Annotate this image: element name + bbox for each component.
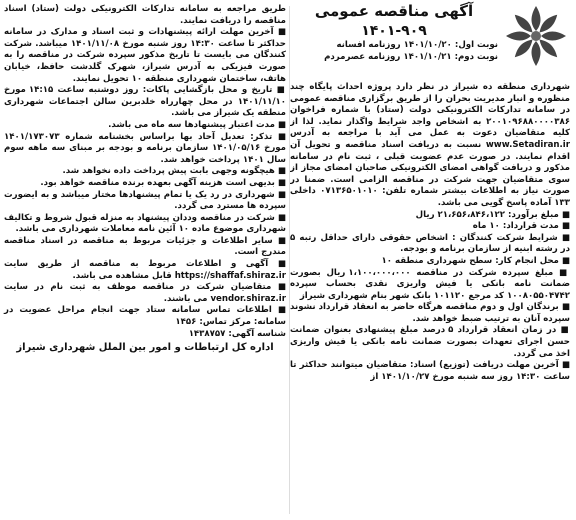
column-divider bbox=[289, 6, 290, 514]
left-item: ■ آگهی و اطلاعات مربوط به مناقصه از طریق سایت https://shaffaf.shiraz.ir قابل مشاهده می باشد. bbox=[4, 259, 286, 281]
left-item: ■ تاریخ و محل بازگشایی پاکات: روز دوشنبه ساعت ۱۴:۱۵ مورخ ۱۴۰۱/۱۱/۱۰ در محل چهارراه خلدبرین سالن اجتماعات شهرداری منطقه یک شیراز می باشد. bbox=[4, 85, 286, 119]
right-item: ■ مدت قرارداد: ۱۰ ماه bbox=[472, 221, 570, 232]
left-item: طریق مراجعه به سامانه تدارکات الکترونیکی دولت (ستاد) اسناد مناقصه را دریافت نمایند. bbox=[4, 4, 286, 26]
left-item: ■ هیچگونه وجهی بابت پیش پرداخت داده نخواهد شد. bbox=[62, 166, 286, 177]
header bbox=[290, 0, 570, 82]
intro-paragraph: شهرداری منطقه ده شیراز در نظر دارد پروژه احداث پایگاه چند منظوره و انبار مدیریت بحران را از طریق برگزاری مناقصه عمومی در سامانه تدارکات الکترونیکی دولت (ستاد) با شماره فراخوان ۲۰۰۱۰۹۶۸۸۰۰۰۰۳۸۶ به اشخاص واجد شرایط واگذار نماید. لذا از کلیه متقاضیان دعوت به عمل می آید با مراجعه به آدرس www.Setadiran.ir نسبت به دریافت اسناد مناقصه و تحویل آن اقدام نمایند. در صورت عدم عضویت قبلی ، ثبت نام در سامانه مذکور و دریافت گواهی امضای الکترونیکی صاحبان امضای مجاز از سوی متقاضیان جهت شرکت در مناقصه الزامی است. ضمنا در صورت نیاز به اطلاعات بیشتر شماره تلفن: ۰۷۱۳۶۵۰۱۰۱۰ داخلی ۱۳۳ آماده پاسخ گویی می باشد. bbox=[290, 82, 570, 208]
announcement-number: ۱۴۰۱-۹۰۹ bbox=[361, 23, 427, 39]
right-item: ■ مبلغ سپرده شرکت در مناقصه ۱،۱۰۰،۰۰۰،۰۰۰ ریال بصورت ضمانت نامه بانکی یا فیش واریزی نقدی بحساب سپرده ۱۰۰۸۰۵۵۰۴۷۴۲ کد مرجع ۱۰۱۱۲۰ بانک شهر بنام شهرداری شیراز bbox=[290, 267, 570, 301]
right-item: ■ آخرین مهلت دریافت (توزیع) اسناد: متقاضیان میتوانند حداکثر تا ساعت ۱۴:۳۰ روز سه شنبه مورخ ۱۴۰۱/۱۰/۲۷ از bbox=[290, 360, 570, 382]
right-item: ■ مبلغ برآورد: ۲۱،۶۵۶،۸۴۶،۱۲۲ ریال bbox=[415, 209, 570, 220]
announcement-title: آگهی مناقصه عمومی bbox=[314, 2, 474, 20]
right-item: ■ محل انجام کار: سطح شهرداری منطقه ۱۰ bbox=[381, 255, 570, 266]
ad-id: شناسه آگهی: ۱۴۳۸۷۵۷ bbox=[188, 328, 286, 339]
left-item: ■ آخرین مهلت ارائه پیشنهادات و ثبت اسناد و مدارک در سامانه حداکثر تا ساعت ۱۴:۳۰ روز شنبه مورخ ۱۴۰۱/۱۱/۰۸ میباشد. شرکت کنندگان می بایست تا تاریخ مذکور سپرده شرکت در مناقصه را به صورت فیزیکی به آدرس شیراز، شهرک گلدشت حافظ، خیابان هاتف، ساختمان شهرداری منطقه ۱۰ تحویل نمایند. bbox=[4, 27, 287, 84]
left-item: ■ بدیهی است هزینه آگهی بعهده برنده مناقصه خواهد بود. bbox=[40, 177, 286, 188]
first-publish-line: نوبت اول: ۱۴۰۱/۱۰/۲۰ روزنامه افسانه bbox=[336, 40, 498, 50]
left-item: ■ متقاضیان شرکت در مناقصه موظف به ثبت نام در سایت vendor.shiraz.ir می باشند. bbox=[4, 282, 286, 304]
right-item: ■ برندگان اول و دوم مناقصه هرگاه حاضر به انعقاد قرارداد نشوند سپرده آنان به ترتیب ضبط خواهد شد. bbox=[290, 302, 570, 324]
second-publish-line: نوبت دوم: ۱۴۰۱/۱۰/۲۱ روزنامه عصرمردم bbox=[324, 51, 498, 62]
shiraz-municipality-logo-icon bbox=[502, 2, 570, 70]
right-column bbox=[290, 0, 570, 520]
signature: اداره کل ارتباطات و امور بین الملل شهرداری شیراز bbox=[16, 342, 274, 354]
left-item: ■ سایر اطلاعات و جزئیات مربوط به مناقصه در اسناد مناقصه مندرج است. bbox=[4, 235, 286, 258]
left-item: ■ شهرداری در رد یک یا تمام پیشنهادها مختار میباشد و به ایضورت سپرده ها مسترد می گردد. bbox=[4, 189, 286, 212]
left-item: ■ شرکت در مناقصه وددان پیشنهاد به منزله قبول شروط و تکالیف شهرداری موضوع ماده ۱۰ آئین نامه معاملات شهرداری می باشد. bbox=[4, 212, 286, 235]
title-block bbox=[290, 2, 498, 63]
right-item: ■ در زمان انعقاد قرارداد ۵ درصد مبلغ پیشنهادی بعنوان ضمانت حسن اجرای تعهدات بصورت ضمانت نامه بانکی یا فیش واریزی اخذ می گردد. bbox=[290, 325, 570, 359]
left-item: ■ مدت اعتبار پیشنهادها سه ماه می باشد. bbox=[108, 119, 286, 130]
left-column bbox=[4, 4, 286, 520]
right-item: ■ شرایط شرکت کنندگان : اشخاص حقوقی دارای حداقل رتبه ۵ در رشته ابنیه از سازمان برنامه و بودجه. bbox=[290, 232, 570, 255]
left-item: ■ تذکر: تعدیل آحاد بها براساس بخشنامه شماره ۱۴۰۱/۱۷۳۰۷۳ مورخ ۱۴۰۱/۰۵/۱۶ سازمان برنامه و بودجه بر مبنای سه ماهه سوم سال ۱۴۰۱ پرداخت خواهد شد. bbox=[4, 131, 286, 165]
left-item: ■ اطلاعات تماس سامانه ستاد جهت انجام مراحل عضویت در سامانه: مرکز تماس: ۱۴۵۶ bbox=[4, 305, 286, 328]
